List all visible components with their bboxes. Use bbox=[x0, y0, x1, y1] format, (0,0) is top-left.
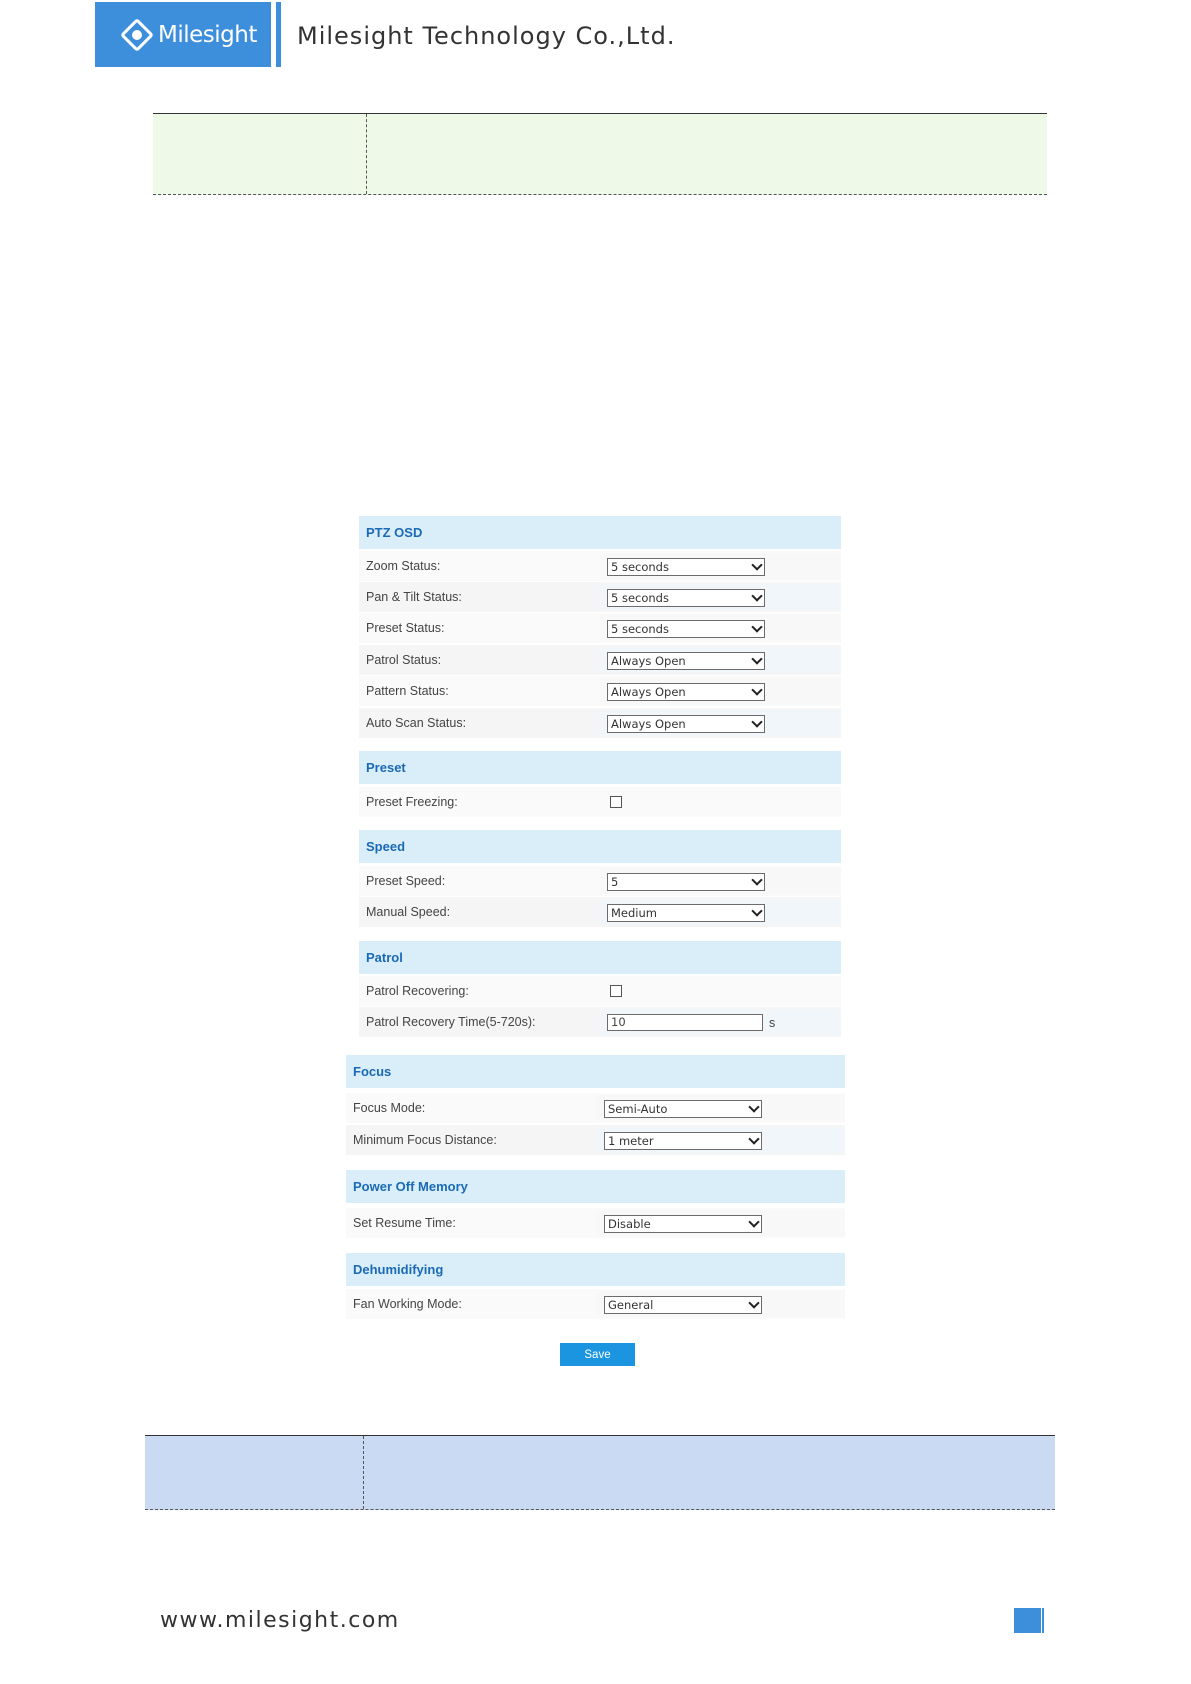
fan-working-mode-label: Fan Working Mode: bbox=[353, 1297, 462, 1311]
recovery-time-unit: s bbox=[769, 1016, 776, 1030]
min-focus-distance-select[interactable]: 1 meter bbox=[604, 1132, 762, 1150]
row-patrol-status bbox=[359, 645, 841, 675]
company-name: Milesight Technology Co.,Ltd. bbox=[297, 22, 676, 50]
section-power-off-memory: Power Off Memory bbox=[346, 1170, 845, 1203]
row-pan-tilt-status bbox=[359, 582, 841, 612]
row-focus-mode bbox=[346, 1093, 845, 1123]
pattern-status-label: Pattern Status: bbox=[366, 684, 449, 698]
row-zoom-status bbox=[359, 551, 841, 581]
note-table-bottom bbox=[145, 1435, 1055, 1510]
section-ptz-osd: PTZ OSD bbox=[359, 516, 841, 549]
note-table-top bbox=[153, 113, 1047, 195]
patrol-recovery-time-label: Patrol Recovery Time(5-720s): bbox=[366, 1015, 536, 1029]
logo-text: Milesight bbox=[158, 21, 257, 48]
row-pattern-status bbox=[359, 676, 841, 706]
note-cell-left bbox=[145, 1436, 364, 1509]
row-preset-freezing bbox=[359, 787, 841, 817]
row-preset-status bbox=[359, 613, 841, 643]
row-min-focus-distance bbox=[346, 1125, 845, 1155]
note-cell-left bbox=[153, 114, 367, 194]
patrol-recovering-label: Patrol Recovering: bbox=[366, 984, 469, 998]
section-speed: Speed bbox=[359, 830, 841, 863]
chevron-down-icon bbox=[751, 905, 762, 916]
row-auto-scan-status bbox=[359, 708, 841, 738]
set-resume-time-label: Set Resume Time: bbox=[353, 1216, 456, 1230]
row-patrol-recovery-time bbox=[359, 1007, 841, 1037]
chevron-down-icon bbox=[748, 1216, 759, 1227]
chevron-down-icon bbox=[751, 590, 762, 601]
row-fan-working-mode bbox=[346, 1289, 845, 1319]
patrol-status-label: Patrol Status: bbox=[366, 653, 442, 667]
save-button[interactable]: Save bbox=[560, 1343, 635, 1366]
footer-website: www.milesight.com bbox=[160, 1608, 400, 1633]
header-divider bbox=[276, 2, 281, 67]
pattern-status-select[interactable]: Always Open bbox=[607, 683, 765, 701]
chevron-down-icon bbox=[751, 559, 762, 570]
focus-mode-select[interactable]: Semi-Auto bbox=[604, 1100, 762, 1118]
chevron-down-icon bbox=[751, 621, 762, 632]
preset-speed-label: Preset Speed: bbox=[366, 874, 446, 888]
patrol-status-select[interactable]: Always Open bbox=[607, 652, 765, 670]
auto-scan-status-label: Auto Scan Status: bbox=[366, 716, 467, 730]
row-set-resume-time bbox=[346, 1208, 845, 1238]
focus-mode-label: Focus Mode: bbox=[353, 1101, 426, 1115]
preset-status-label: Preset Status: bbox=[366, 621, 445, 635]
chevron-down-icon bbox=[748, 1133, 759, 1144]
row-patrol-recovering bbox=[359, 976, 841, 1006]
patrol-recovering-checkbox[interactable] bbox=[610, 985, 622, 997]
section-preset: Preset bbox=[359, 751, 841, 784]
auto-scan-status-select[interactable]: Always Open bbox=[607, 715, 765, 733]
manual-speed-label: Manual Speed: bbox=[366, 905, 451, 919]
preset-freezing-label: Preset Freezing: bbox=[366, 795, 458, 809]
min-focus-distance-label: Minimum Focus Distance: bbox=[353, 1133, 497, 1147]
zoom-status-select[interactable]: 5 seconds bbox=[607, 558, 765, 576]
milesight-logo bbox=[95, 2, 271, 67]
section-patrol: Patrol bbox=[359, 941, 841, 974]
chevron-down-icon bbox=[748, 1101, 759, 1112]
chevron-down-icon bbox=[751, 874, 762, 885]
chevron-down-icon bbox=[751, 684, 762, 695]
zoom-status-label: Zoom Status: bbox=[366, 559, 441, 573]
section-dehumidifying: Dehumidifying bbox=[346, 1253, 845, 1286]
patrol-recovery-time-input[interactable]: 10 bbox=[607, 1014, 763, 1031]
preset-speed-select[interactable]: 5 bbox=[607, 873, 765, 891]
row-manual-speed bbox=[359, 897, 841, 927]
preset-status-select[interactable]: 5 seconds bbox=[607, 620, 765, 638]
fan-working-mode-select[interactable]: General bbox=[604, 1296, 762, 1314]
page-marker bbox=[1014, 1608, 1041, 1633]
chevron-down-icon bbox=[748, 1297, 759, 1308]
chevron-down-icon bbox=[751, 653, 762, 664]
chevron-down-icon bbox=[751, 716, 762, 727]
manual-speed-select[interactable]: Medium bbox=[607, 904, 765, 922]
set-resume-time-select[interactable]: Disable bbox=[604, 1215, 762, 1233]
preset-freezing-checkbox[interactable] bbox=[610, 796, 622, 808]
pan-tilt-status-label: Pan & Tilt Status: bbox=[366, 590, 462, 604]
page-marker-line bbox=[1042, 1608, 1044, 1633]
pan-tilt-status-select[interactable]: 5 seconds bbox=[607, 589, 765, 607]
milesight-logo-icon bbox=[120, 18, 154, 52]
row-preset-speed bbox=[359, 866, 841, 896]
section-focus: Focus bbox=[346, 1055, 845, 1088]
